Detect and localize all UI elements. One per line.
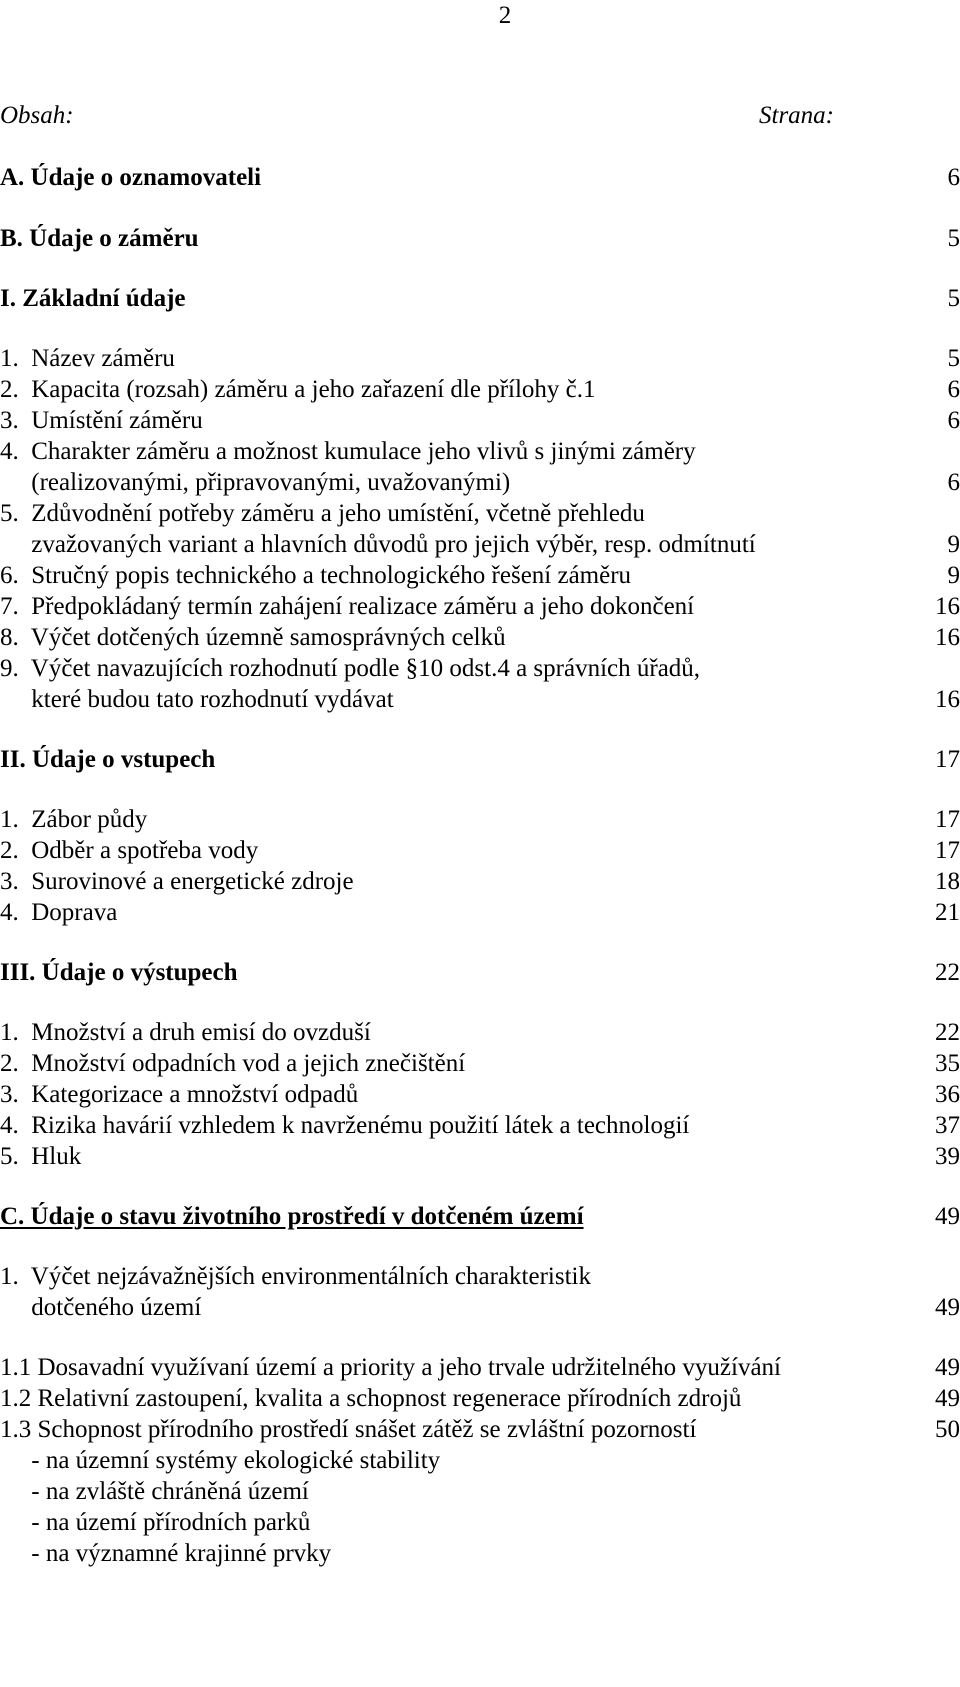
toc-entry-page: 17 [935, 837, 960, 864]
toc-entry-title: - na území přírodních parků [0, 1509, 311, 1536]
toc-entry-page: 5 [947, 225, 960, 252]
toc-entry-title: 4. Rizika havárií vzhledem k navrženému použití látek a technologií [0, 1112, 690, 1139]
toc-entry-title: 1. Zábor půdy [0, 806, 148, 833]
toc-entry-page: 18 [935, 868, 960, 895]
toc-entry-title: 3. Surovinové a energetické zdroje [0, 868, 354, 895]
toc-entry-title: 1.1 Dosavadní využívaní území a priority a jeho trvale udržitelného využívání [0, 1354, 782, 1381]
toc-entry-title: 2. Množství odpadních vod a jejich znečištění [0, 1050, 466, 1077]
toc-entry-page: 49 [935, 1385, 960, 1412]
toc-entry-title: 1. Množství a druh emisí do ovzduší [0, 1019, 371, 1046]
toc-entry-page: 22 [935, 1019, 960, 1046]
toc-entry-page: 50 [935, 1416, 960, 1443]
toc-entry-page: 16 [935, 624, 960, 651]
toc-entry-title: C. Údaje o stavu životního prostředí v dotčeném území [0, 1203, 584, 1230]
toc-entry-title: III. Údaje o výstupech [0, 959, 238, 986]
toc-entry-title: 6. Stručný popis technického a technologického řešení záměru [0, 562, 632, 589]
toc-entry-title: I. Základní údaje [0, 285, 186, 312]
toc-entry-title: 3. Kategorizace a množství odpadů [0, 1081, 359, 1108]
toc-entry-title: 1. Název záměru [0, 345, 175, 372]
toc-entry-page: 17 [935, 806, 960, 833]
toc-entry-title: které budou tato rozhodnutí vydávat [0, 686, 394, 713]
toc-entry-page: 9 [947, 531, 960, 558]
toc-entry-title: - na zvláště chráněná území [0, 1478, 309, 1505]
toc-entry-page: 49 [935, 1294, 960, 1321]
toc-entry-title: 4. Doprava [0, 899, 118, 926]
toc-entry-page: 37 [935, 1112, 960, 1139]
toc-entry-page: 39 [935, 1143, 960, 1170]
toc-entry-page: 49 [935, 1354, 960, 1381]
toc-entry-page: 6 [947, 407, 960, 434]
toc-entry-page: 49 [935, 1203, 960, 1230]
toc-entry-title: (realizovanými, připravovanými, uvažovanými) [0, 469, 511, 496]
toc-entry-title: A. Údaje o oznamovateli [0, 164, 262, 191]
toc-entry-title: 3. Umístění záměru [0, 407, 203, 434]
toc-entry-page: 9 [947, 562, 960, 589]
toc-entry-title: 7. Předpokládaný termín zahájení realizace záměru a jeho dokončení [0, 593, 695, 620]
toc-entry-page: 22 [935, 959, 960, 986]
toc-entry-page: 6 [947, 376, 960, 403]
toc-entry-page: 16 [935, 686, 960, 713]
toc-entry-title: 5. Zdůvodnění potřeby záměru a jeho umístění, včetně přehledu [0, 500, 645, 527]
toc-entry-title: 8. Výčet dotčených územně samosprávných celků [0, 624, 506, 651]
toc-entry-title: 2. Odběr a spotřeba vody [0, 837, 259, 864]
toc-entry-title: dotčeného území [0, 1294, 202, 1321]
toc-entry-title: - na územní systémy ekologické stability [0, 1447, 441, 1474]
toc-entry-page: 35 [935, 1050, 960, 1077]
toc-entry-page: 36 [935, 1081, 960, 1108]
toc-entry-page: 5 [947, 285, 960, 312]
toc-entry-page: 21 [935, 899, 960, 926]
toc-entry-page: 17 [935, 746, 960, 773]
toc-entry-title: 2. Kapacita (rozsah) záměru a jeho zařazení dle přílohy č.1 [0, 376, 596, 403]
toc-entry-title: zvažovaných variant a hlavních důvodů pro jejich výběr, resp. odmítnutí [0, 531, 756, 558]
toc-entry-title: II. Údaje o vstupech [0, 746, 216, 773]
toc-entry-title: - na významné krajinné prvky [0, 1540, 332, 1567]
toc-entry-page: 6 [947, 469, 960, 496]
toc-entry-title: 1. Výčet nejzávažnějších environmentálních charakteristik [0, 1263, 591, 1290]
toc-entry-title: B. Údaje o záměru [0, 225, 199, 252]
page-number: 2 [498, 2, 512, 29]
toc-entry-page: 16 [935, 593, 960, 620]
toc-entry-title: 1.3 Schopnost přírodního prostředí snášet zátěž se zvláštní pozorností [0, 1416, 697, 1443]
toc-entry-title: 4. Charakter záměru a možnost kumulace jeho vlivů s jinými záměry [0, 438, 696, 465]
toc-entry-title: 1.2 Relativní zastoupení, kvalita a schopnost regenerace přírodních zdrojů [0, 1385, 742, 1412]
toc-entry-title: 9. Výčet navazujících rozhodnutí podle §10 odst.4 a správních úřadů, [0, 655, 701, 682]
toc-entry-title: 5. Hluk [0, 1143, 82, 1170]
toc-entry-page: 6 [947, 164, 960, 191]
toc-entry-page: 5 [947, 345, 960, 372]
page-column-heading: Strana: [759, 102, 834, 129]
toc-heading: Obsah: [0, 102, 74, 129]
